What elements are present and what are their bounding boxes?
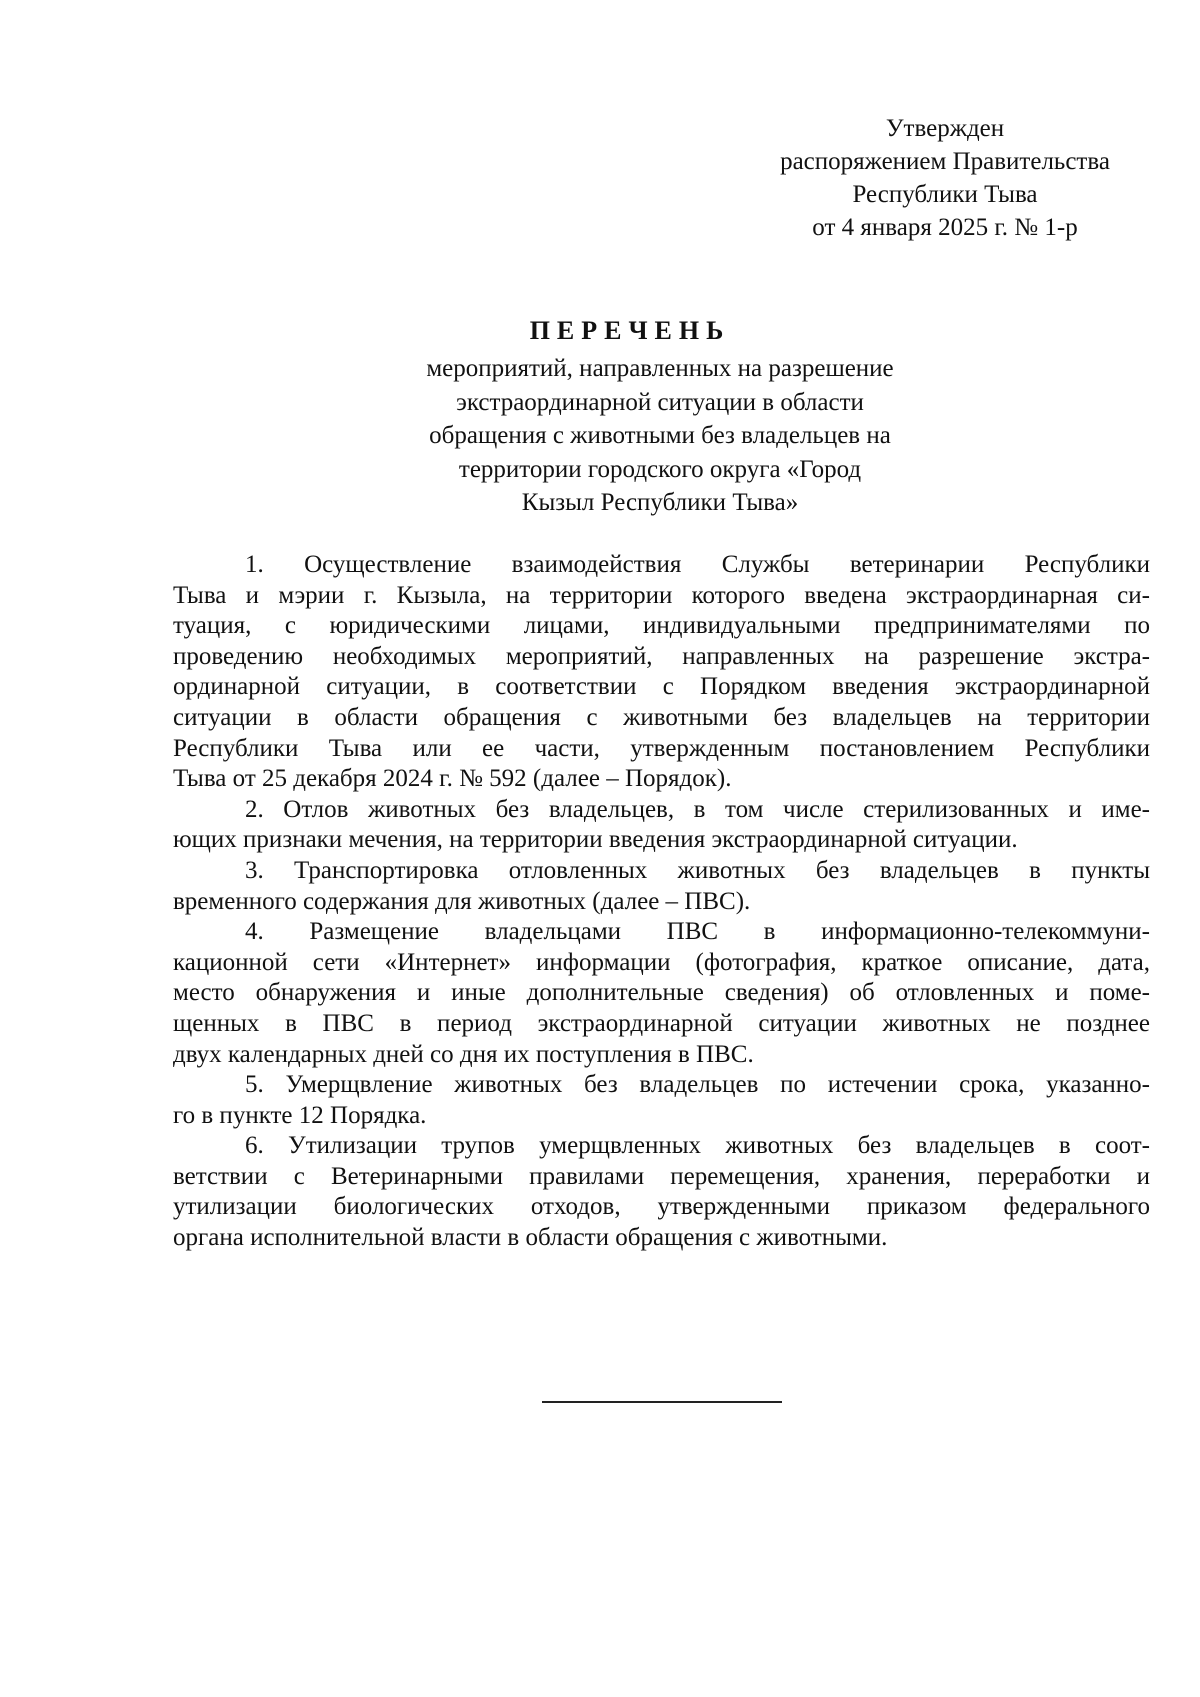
text-line: двух календарных дней со дня их поступления в ПВС. [173,1040,754,1068]
text-line: проведению необходимых мероприятий, направленных на разрешение экстра- [173,642,1150,670]
subtitle-line: экстраординарной ситуации в области [456,388,864,416]
list-item [173,1131,1150,1253]
list-item [173,795,1150,856]
approval-line: Утвержден [885,115,1005,142]
text-line: Тыва от 25 декабря 2024 г. № 592 (далее – Порядок). [173,765,732,793]
text-line: временного содержания для животных (далее – ПВС). [173,887,751,915]
list-item [173,550,1150,795]
text-line: ветствии с Ветеринарными правилами перемещения, хранения, переработки и [173,1162,1150,1190]
text-line: органа исполнительной власти в области обращения с животными. [173,1224,888,1252]
text-line: ординарной ситуации, в соответствии с Порядком введения экстраординарной [173,673,1150,701]
document-body [173,550,1150,1254]
text-line: утилизации биологических отходов, утвержденными приказом федерального [173,1193,1150,1221]
list-item [173,917,1150,1070]
document-title: ПЕРЕЧЕНЬ [529,316,731,345]
text-line: ситуации в области обращения с животными без владельцев на территории [173,703,1150,731]
list-item [173,1070,1150,1131]
text-line: туация, с юридическими лицами, индивидуальными предпринимателями по [173,612,1150,640]
subtitle-line: обращения с животными без владельцев на [429,422,891,449]
text-line: 5. Умерщвление животных без владельцев по истечении срока, указанно- [245,1071,1150,1099]
approval-line: от 4 января 2025 г. № 1-р [812,214,1078,241]
text-line: го в пункте 12 Порядка. [173,1101,427,1129]
approval-line: распоряжением Правительства [780,148,1110,175]
subtitle-line: мероприятий, направленных на разрешение [426,355,894,382]
list-item [173,856,1150,917]
text-line: Тыва и мэрии г. Кызыла, на территории которого введена экстраординарная си- [173,581,1150,609]
text-line: 3. Транспортировка отловленных животных без владельцев в пункты [245,856,1150,884]
text-line: ющих признаки мечения, на территории введения экстраординарной ситуации. [173,826,1018,854]
text-line: место обнаружения и иные дополнительные сведения) об отловленных и поме- [173,979,1150,1007]
text-line: 6. Утилизации трупов умерщвленных животных без владельцев в соот- [245,1132,1150,1160]
text-line: щенных в ПВС в период экстраординарной ситуации животных не позднее [173,1009,1150,1037]
document-subtitle [300,352,1020,520]
text-line: 1. Осуществление взаимодействия Службы ветеринарии Республики [245,551,1150,578]
approval-line: Республики Тыва [852,181,1038,208]
text-line: 2. Отлов животных без владельцев, в том числе стерилизованных и име- [245,795,1150,823]
subtitle-line: территории городского округа «Город [458,455,862,483]
text-line: кационной сети «Интернет» информации (фотография, краткое описание, дата, [173,948,1150,976]
text-line: 4. Размещение владельцами ПВС в информационно-телекоммуни- [245,918,1150,946]
approval-stamp [740,112,1150,244]
text-line: Республики Тыва или ее части, утвержденным постановлением Республики [173,734,1150,762]
end-separator [542,1401,782,1403]
subtitle-line: Кызыл Республики Тыва» [521,489,799,516]
